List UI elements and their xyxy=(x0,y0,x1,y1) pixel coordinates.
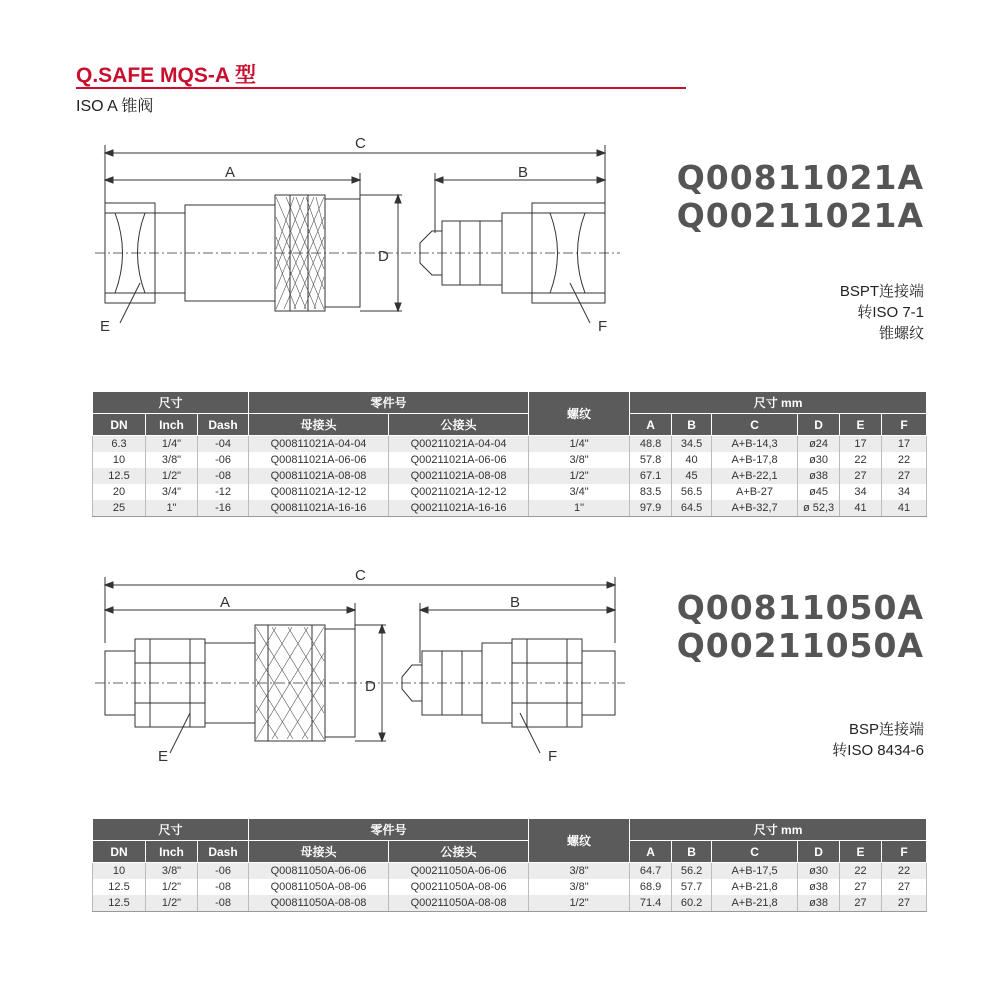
product-code-male-2: Q00211050A xyxy=(676,626,924,665)
table-cell: 68.9 xyxy=(630,879,672,895)
table-cell: 20 xyxy=(93,484,146,500)
table-cell: -16 xyxy=(198,500,249,517)
table-cell: 40 xyxy=(672,452,712,468)
header-a: A xyxy=(630,841,672,863)
dim-label-f: F xyxy=(598,318,608,335)
table-cell: 34 xyxy=(840,484,882,500)
table-cell: 67.1 xyxy=(630,468,672,484)
table-cell: 57.7 xyxy=(672,879,712,895)
table-cell: 27 xyxy=(882,895,927,912)
dim-label-a: A xyxy=(225,164,236,181)
table-cell: 34.5 xyxy=(672,436,712,453)
table-cell: 64.5 xyxy=(672,500,712,517)
header-dn: DN xyxy=(93,841,146,863)
table-cell: 71.4 xyxy=(630,895,672,912)
table-row xyxy=(93,863,927,880)
header-a: A xyxy=(630,414,672,436)
table-body-2 xyxy=(93,863,927,912)
table-cell: Q00811050A-06-06 xyxy=(249,863,389,880)
header-size: 尺寸 xyxy=(93,392,249,414)
table-cell: 83.5 xyxy=(630,484,672,500)
table-cell: 12.5 xyxy=(93,468,146,484)
table-cell: 56.2 xyxy=(672,863,712,880)
table-cell: -06 xyxy=(198,452,249,468)
table-cell: ø30 xyxy=(798,452,840,468)
table-cell: 45 xyxy=(672,468,712,484)
table-cell: A+B-32,7 xyxy=(712,500,798,517)
table-cell: -06 xyxy=(198,863,249,880)
table-cell: 3/4" xyxy=(529,484,630,500)
header-thread: 螺纹 xyxy=(529,819,630,863)
product-code-female-1: Q00811021A xyxy=(676,158,924,197)
table-cell: 17 xyxy=(882,436,927,453)
table-row xyxy=(93,879,927,895)
header-thread: 螺纹 xyxy=(529,392,630,436)
table-cell: 22 xyxy=(882,863,927,880)
table-cell: Q00211050A-08-08 xyxy=(389,895,529,912)
header-male: 公接头 xyxy=(389,414,529,436)
table-cell: 3/4" xyxy=(146,484,198,500)
note-line: BSPT连接端 xyxy=(839,283,924,300)
table-cell: ø30 xyxy=(798,863,840,880)
table-row xyxy=(93,436,927,453)
table-cell: Q00811021A-06-06 xyxy=(249,452,389,468)
table-cell: 12.5 xyxy=(93,879,146,895)
table-cell: ø38 xyxy=(798,879,840,895)
header-e: E xyxy=(840,841,882,863)
table-cell: 41 xyxy=(840,500,882,517)
note-line: 锥螺纹 xyxy=(878,325,924,342)
table-cell: ø38 xyxy=(798,468,840,484)
table-cell: 1/4" xyxy=(146,436,198,453)
table-row xyxy=(93,468,927,484)
coupling-drawing-1 xyxy=(90,133,630,343)
table-cell: 10 xyxy=(93,452,146,468)
header-b: B xyxy=(672,841,712,863)
page-title: Q.SAFE MQS-A 型 xyxy=(76,64,257,87)
table-cell: 3/8" xyxy=(529,863,630,880)
table-body-1 xyxy=(93,436,927,517)
dim-label-d: D xyxy=(365,678,376,695)
table-cell: Q00811021A-08-08 xyxy=(249,468,389,484)
dim-label-c: C xyxy=(355,135,366,152)
table-cell: 6.3 xyxy=(93,436,146,453)
table-cell: 3/8" xyxy=(529,452,630,468)
dim-label-c: C xyxy=(355,567,366,584)
table-cell: ø 52,3 xyxy=(798,500,840,517)
header-inch: Inch xyxy=(146,414,198,436)
table-cell: 56.5 xyxy=(672,484,712,500)
header-b: B xyxy=(672,414,712,436)
header-part-no: 零件号 xyxy=(249,819,529,841)
header-d: D xyxy=(798,841,840,863)
product-code-female-2: Q00811050A xyxy=(676,588,924,627)
connection-note-1 xyxy=(840,281,924,344)
table-cell: ø45 xyxy=(798,484,840,500)
table-cell: 1/4" xyxy=(529,436,630,453)
header-dash: Dash xyxy=(198,414,249,436)
table-cell: A+B-21,8 xyxy=(712,895,798,912)
table-cell: ø38 xyxy=(798,895,840,912)
table-cell: Q00211021A-06-06 xyxy=(389,452,529,468)
page-subtitle: ISO A 锥阀 xyxy=(76,98,154,115)
table-cell: 27 xyxy=(840,468,882,484)
spec-table-2 xyxy=(92,818,927,912)
table-cell: 22 xyxy=(882,452,927,468)
table-cell: 1/2" xyxy=(146,468,198,484)
table-cell: Q00211021A-04-04 xyxy=(389,436,529,453)
table-cell: Q00811050A-08-06 xyxy=(249,879,389,895)
connection-note-2 xyxy=(832,719,924,761)
note-line: 转ISO 7-1 xyxy=(857,304,924,321)
header-dn: DN xyxy=(93,414,146,436)
table-cell: 1" xyxy=(146,500,198,517)
header-d: D xyxy=(798,414,840,436)
table-cell: Q00211021A-12-12 xyxy=(389,484,529,500)
table-row xyxy=(93,484,927,500)
table-cell: A+B-14,3 xyxy=(712,436,798,453)
header-f: F xyxy=(882,841,927,863)
table-cell: Q00211021A-08-08 xyxy=(389,468,529,484)
table-cell: 3/8" xyxy=(146,452,198,468)
dim-label-a: A xyxy=(220,594,231,611)
table-cell: 41 xyxy=(882,500,927,517)
table-cell: 10 xyxy=(93,863,146,880)
table-cell: 27 xyxy=(882,879,927,895)
dim-label-e: E xyxy=(100,318,111,335)
table-cell: A+B-17,8 xyxy=(712,452,798,468)
title-rule xyxy=(76,87,686,89)
table-cell: Q00211050A-06-06 xyxy=(389,863,529,880)
table-row xyxy=(93,895,927,912)
table-cell: A+B-21,8 xyxy=(712,879,798,895)
table-cell: 25 xyxy=(93,500,146,517)
table-cell: -12 xyxy=(198,484,249,500)
table-cell: 22 xyxy=(840,452,882,468)
table-cell: Q00811021A-16-16 xyxy=(249,500,389,517)
spec-table-1 xyxy=(92,391,927,517)
note-line: BSP连接端 xyxy=(848,721,924,738)
dim-label-b: B xyxy=(518,164,529,181)
table-cell: 97.9 xyxy=(630,500,672,517)
table-cell: 1/2" xyxy=(146,879,198,895)
header-part-no: 零件号 xyxy=(249,392,529,414)
table-cell: 22 xyxy=(840,863,882,880)
dim-label-b: B xyxy=(510,594,521,611)
table-cell: Q00211050A-08-06 xyxy=(389,879,529,895)
table-cell: 27 xyxy=(882,468,927,484)
header-dash: Dash xyxy=(198,841,249,863)
table-row xyxy=(93,500,927,517)
header-dims: 尺寸 mm xyxy=(630,392,927,414)
table-cell: 64.7 xyxy=(630,863,672,880)
table-cell: 1/2" xyxy=(146,895,198,912)
table-cell: 1" xyxy=(529,500,630,517)
table-cell: 57.8 xyxy=(630,452,672,468)
table-cell: 60.2 xyxy=(672,895,712,912)
header-c: C xyxy=(712,414,798,436)
table-cell: 27 xyxy=(840,895,882,912)
header-female: 母接头 xyxy=(249,414,389,436)
table-cell: -04 xyxy=(198,436,249,453)
table-row xyxy=(93,452,927,468)
table-cell: Q00811021A-04-04 xyxy=(249,436,389,453)
table-cell: 1/2" xyxy=(529,468,630,484)
header-female: 母接头 xyxy=(249,841,389,863)
header-inch: Inch xyxy=(146,841,198,863)
header-male: 公接头 xyxy=(389,841,529,863)
table-cell: Q00811050A-08-08 xyxy=(249,895,389,912)
table-cell: A+B-27 xyxy=(712,484,798,500)
product-code-male-1: Q00211021A xyxy=(676,196,924,235)
table-cell: Q00811021A-12-12 xyxy=(249,484,389,500)
table-cell: A+B-17,5 xyxy=(712,863,798,880)
table-cell: -08 xyxy=(198,468,249,484)
coupling-drawing-2 xyxy=(90,563,630,773)
header-f: F xyxy=(882,414,927,436)
dim-label-e: E xyxy=(158,748,169,765)
table-cell: 17 xyxy=(840,436,882,453)
table-cell: 34 xyxy=(882,484,927,500)
table-cell: 3/8" xyxy=(146,863,198,880)
dim-label-f: F xyxy=(548,748,558,765)
table-cell: 48.8 xyxy=(630,436,672,453)
header-e: E xyxy=(840,414,882,436)
table-cell: Q00211021A-16-16 xyxy=(389,500,529,517)
dim-label-d: D xyxy=(378,248,389,265)
table-cell: A+B-22,1 xyxy=(712,468,798,484)
table-cell: 12.5 xyxy=(93,895,146,912)
table-cell: ø24 xyxy=(798,436,840,453)
header-dims: 尺寸 mm xyxy=(630,819,927,841)
table-cell: 3/8" xyxy=(529,879,630,895)
note-line: 转ISO 8434-6 xyxy=(832,742,924,759)
header-c: C xyxy=(712,841,798,863)
table-cell: 1/2" xyxy=(529,895,630,912)
table-cell: 27 xyxy=(840,879,882,895)
table-cell: -08 xyxy=(198,895,249,912)
header-size: 尺寸 xyxy=(93,819,249,841)
table-cell: -08 xyxy=(198,879,249,895)
